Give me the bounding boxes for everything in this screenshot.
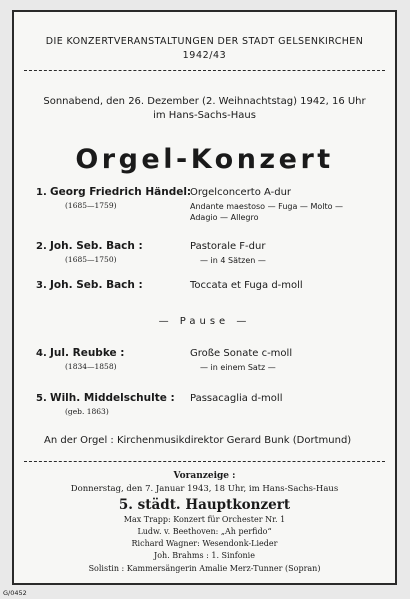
work-title: Große Sonate c-moll xyxy=(190,348,293,359)
movements: — in 4 Sätzen — xyxy=(200,256,266,265)
preview-title: 5. städt. Hauptkonzert xyxy=(118,497,291,513)
item-number: 4. xyxy=(36,348,47,359)
work-title: Toccata et Fuga d-moll xyxy=(190,280,303,291)
item-number: 1. xyxy=(36,187,47,198)
work-title: Passacaglia d-moll xyxy=(190,393,283,404)
preview-work: Joh. Brahms : 1. Sinfonie xyxy=(154,551,255,560)
organist-prefix: An der Orgel : xyxy=(44,435,114,446)
preview-date: Donnerstag, den 7. Januar 1943, 18 Uhr, im Hans-Sachs-Haus xyxy=(70,484,339,494)
composer-years: (1834—1858) xyxy=(65,362,117,371)
composer-years: (1685—1759) xyxy=(65,201,117,210)
pause-marker: — Pause — xyxy=(158,316,251,327)
preview-soloist: Solistin : Kammersängerin Amalie Merz-Tunner (Sopran) xyxy=(88,564,321,573)
concert-program-page xyxy=(12,10,397,585)
movements: Andante maestoso — Fuga — Molto — xyxy=(190,202,344,211)
organist-line xyxy=(44,435,351,446)
composer-years: (geb. 1863) xyxy=(65,407,109,416)
preview-work: Max Trapp: Konzert für Orchester Nr. 1 xyxy=(123,515,286,524)
movements: Adagio — Allegro xyxy=(190,213,259,222)
event-date: Sonnabend, den 26. Dezember (2. Weihnachtstag) 1942, 16 Uhr xyxy=(43,96,366,107)
divider xyxy=(24,70,385,71)
composer-name: Georg Friedrich Händel: xyxy=(50,186,192,198)
archive-code: G/0452 xyxy=(3,589,27,597)
composer-name: Wilh. Middelschulte : xyxy=(50,392,175,404)
organist-name: Kirchenmusikdirektor Gerard Bunk (Dortmund) xyxy=(116,435,352,446)
divider xyxy=(24,461,385,462)
work-title: Pastorale F-dur xyxy=(190,241,266,252)
composer-name: Joh. Seb. Bach : xyxy=(50,240,143,252)
work-title: Orgelconcerto A-dur xyxy=(190,187,292,198)
movements: — in einem Satz — xyxy=(200,363,276,372)
preview-heading: Voranzeige : xyxy=(173,471,236,481)
composer-name: Jul. Reubke : xyxy=(50,347,125,359)
composer-name: Joh. Seb. Bach : xyxy=(50,279,143,291)
composer-years: (1685—1750) xyxy=(65,255,117,264)
item-number: 5. xyxy=(36,393,47,404)
organizer-heading: DIE KONZERTVERANSTALTUNGEN DER STADT GELSENKIRCHEN xyxy=(45,36,364,47)
item-number: 3. xyxy=(36,280,47,291)
season-label: 1942/43 xyxy=(182,50,227,61)
concert-title: Orgel-Konzert xyxy=(75,144,334,175)
event-venue: im Hans-Sachs-Haus xyxy=(153,110,256,121)
item-number: 2. xyxy=(36,241,47,252)
preview-work: Ludw. v. Beethoven: „Ah perfido“ xyxy=(137,527,272,536)
preview-work: Richard Wagner: Wesendonk-Lieder xyxy=(131,539,278,548)
